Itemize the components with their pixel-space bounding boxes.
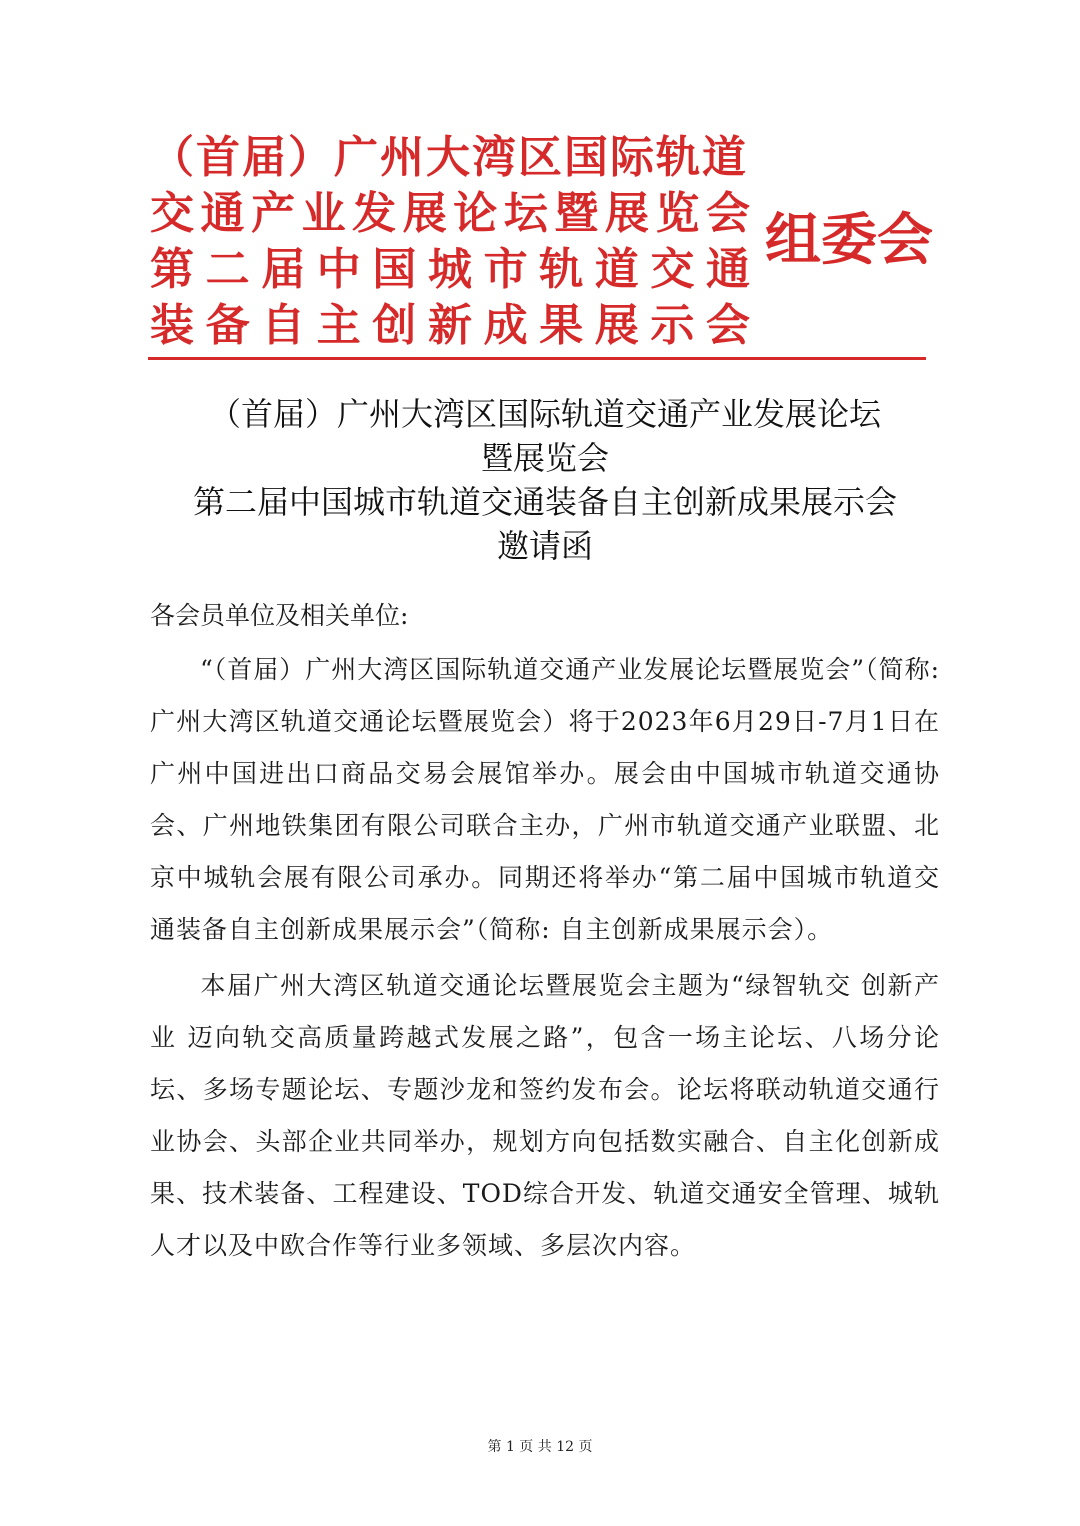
letterhead-line: 交通产业发展论坛暨展览会 xyxy=(150,188,750,239)
letterhead-divider xyxy=(148,357,926,360)
title-line: 第二届中国城市轨道交通装备自主创新成果展示会 xyxy=(192,483,897,521)
body-paragraph-text: 本届广州大湾区轨道交通论坛暨展览会主题为“绿智轨交 创新产业 迈向轨交高质量跨越式发展之路”，包含一场主论坛、八场分论坛、多场专题论坛、专题沙龙和签约发布会。论坛将联动轨道交通行业协会、头部企业共同举办，规划方向包括数实融合、自主化创新成果、技术装备、工程建设、TOD综合开发、轨道交通安全管理、城轨人才以及中欧合作等行业多领域、多层次内容。 xyxy=(150,971,940,1260)
letterhead-line: （首届）广州大湾区国际轨道 xyxy=(150,132,748,183)
letterhead-line: 装备自主创新成果展示会 xyxy=(150,300,750,351)
salutation: 各会员单位及相关单位: xyxy=(150,601,409,630)
title-line: 邀请函 xyxy=(496,527,593,565)
document-title xyxy=(140,392,950,568)
body-paragraph xyxy=(150,960,940,1272)
page-number: 第 1 页 共 12 页 xyxy=(487,1439,593,1455)
letterhead-line: 第二届中国城市轨道交通 xyxy=(150,244,750,295)
body-paragraph xyxy=(150,644,940,956)
letterhead xyxy=(150,130,940,350)
letterhead-organizer: 组委会 xyxy=(765,207,933,273)
body-paragraph-text: “（首届）广州大湾区国际轨道交通产业发展论坛暨展览会”（简称: 广州大湾区轨道交通论坛暨展览会）将于2023年6月29日-7月1日在广州中国进出口商品交易会展馆举办。展会由中国城市轨道交通协会、广州地铁集团有限公司联合主办，广州市轨道交通产业联盟、北京中城轨会展有限公司承办。同期还将举办“第二届中国城市轨道交通装备自主创新成果展示会”（简称: 自主创新成果展示会）。 xyxy=(150,655,940,944)
title-line: （首届）广州大湾区国际轨道交通产业发展论坛 xyxy=(208,395,881,433)
title-line: 暨展览会 xyxy=(480,439,609,477)
letterhead-event-names xyxy=(150,130,750,354)
letter-body xyxy=(150,644,940,1276)
